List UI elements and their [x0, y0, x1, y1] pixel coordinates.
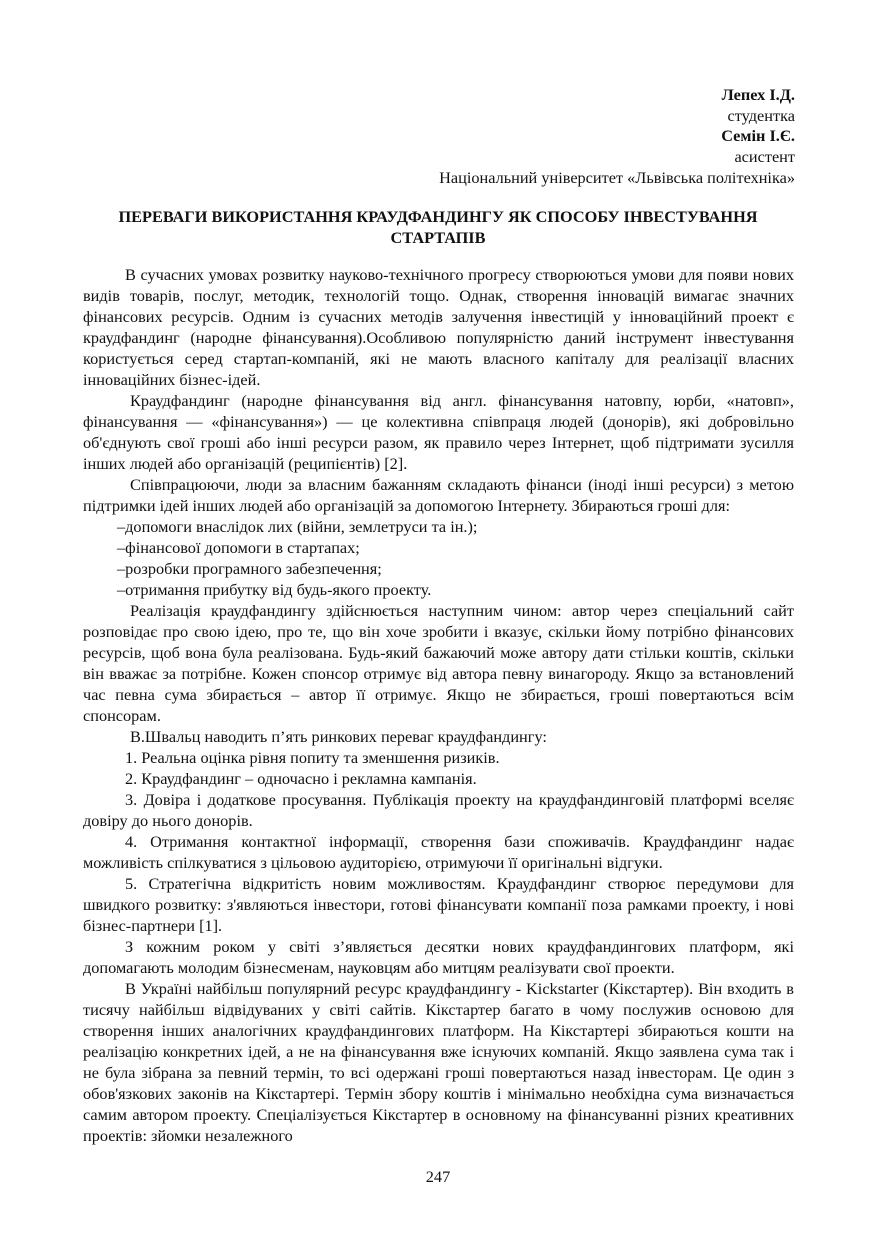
paragraph: Співпрацюючи, люди за власним бажанням складають фінанси (іноді інші ресурси) з метою підтримки ідей інших людей або організацій за допомогою Інтернету. Збираються гроші для: [83, 475, 794, 515]
numbered-item: 1. Реальна оцінка рівня попиту та зменшення ризиків. [125, 748, 500, 767]
author-role: асистент [734, 147, 795, 167]
paragraph: В Україні найбільш популярний ресурс краудфандингу - Kickstarter (Кікстартер). Він входить в тисячу найбільш відвідуваних у світі сайтів. Кікстартер багато в чому послужив основою для створення інших аналогічних краудфандингових платформ. На Кікстартері збираються кошти на реалізацію конкретних ідей, а не на фінансування вже існуючих компаній. Якщо заявлена сума так і не була зібрана за певний термін, то всі одержані гроші повертаються назад інвесторам. Це один з обов'язкових законів на Кікстартері. Термін збору коштів і мінімально необхідна сума визначається самим автором проекту. Спеціалізується Кікстартер в основному на фінансуванні різних креативних проектів: зйомки незалежного [83, 979, 794, 1145]
paragraph: З кожним роком у світі з’являється десятки нових краудфандингових платформ, які допомагають молодим бізнесменам, науковцям або митцям реалізувати свої проекти. [83, 937, 794, 977]
list-item: –розробки програмного забезпечення; [117, 559, 382, 578]
paragraph: В.Швальц наводить п’ять ринкових переваг краудфандингу: [130, 727, 547, 746]
numbered-item: 5. Стратегічна відкритість новим можливостям. Краудфандинг створює передумови для швидкого розвитку: з'являються інвестори, готові фінансувати компанії поза рамками проекту, і нові бізнес-партнери [1]. [83, 874, 794, 935]
affiliation: Національний університет «Львівська політехніка» [439, 167, 795, 187]
paragraph: В сучасних умовах розвитку науково-технічного прогресу створюються умови для появи нових видів товарів, послуг, методик, технологій тощо. Однак, створення інновацій вимагає значних фінансових ресурсів. Одним із сучасних методів залучення інвестицій у інноваційний проект є краудфандинг (народне фінансування).Особливою популярністю даний інструмент інвестування користується серед стартап-компаній, які не мають власного капіталу для реалізації власних інноваційних бізнес-ідей. [83, 265, 794, 389]
author-name: Лепех І.Д. [721, 85, 795, 104]
article-body [83, 264, 794, 1146]
list-item: –отримання прибутку від будь-якого проекту. [117, 580, 432, 599]
numbered-item: 2. Краудфандинг – одночасно і рекламна кампанія. [125, 769, 477, 788]
list-item: –допомоги внаслідок лих (війни, землетруси та ін.); [117, 517, 478, 536]
author-name: Семін І.Є. [721, 126, 795, 146]
author-block [439, 85, 795, 189]
paragraph: Краудфандинг (народне фінансування від англ. фінансування натовпу, юрби, «натовп», фінансування — «фінансування») — це колективна співпраця людей (донорів), які добровільно об'єднують свої гроші або інші ресурси разом, як правило через Інтернет, щоб підтримати зусилля інших людей або організацій (реципієнтів) [2]. [83, 391, 794, 473]
list-item: –фінансової допомоги в стартапах; [117, 538, 360, 557]
author-role: студентка [727, 105, 795, 125]
paragraph: Реалізація краудфандингу здійснюється наступним чином: автор через спеціальний сайт розповідає про свою ідею, про те, що він хоче зробити і вказує, скільки йому потрібно фінансових ресурсів, щоб вона була реалізована. Будь-який бажаючий може автору дати стільки коштів, скільки він вважає за потрібне. Кожен спонсор отримує від автора певну винагороду. Якщо за встановлений час певна сума збирається – автор її отримує. Якщо не збирається, гроші повертаються всім спонсорам. [83, 601, 794, 725]
numbered-item: 4. Отримання контактної інформації, створення бази споживачів. Краудфандинг надає можливість спілкуватися з цільовою аудиторією, отримуючи її оригінальні відгуки. [83, 832, 794, 872]
page-number: 247 [425, 1167, 451, 1186]
article-title: ПЕРЕВАГИ ВИКОРИСТАННЯ КРАУДФАНДИНГУ ЯК СПОСОБУ ІНВЕСТУВАННЯ СТАРТАПІВ [118, 207, 758, 247]
numbered-item: 3. Довіра і додаткове просування. Публікація проекту на краудфандинговій платформі вселяє довіру до нього донорів. [83, 790, 794, 830]
